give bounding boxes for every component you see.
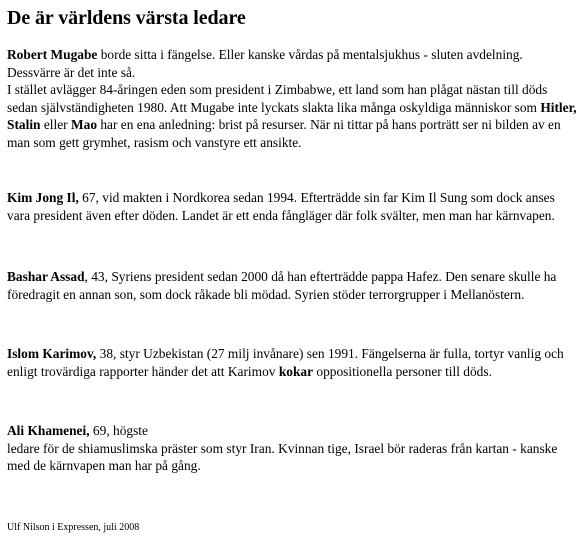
khamenei-text-2: ledare för de shiamuslimska präster som styr Iran. Kvinnan tige, Israel bör raderas från kartan - kanske med de kärnvapen man har på gång. [7, 440, 558, 473]
name-karimov: Islom Karimov, [7, 346, 97, 361]
kim-text: 67, vid makten i Nordkorea sedan 1994. Efterträdde sin far Kim Il Sung som dock anses vara president även efter döden. Landet är ett enda fångläger där folk svälter, men man har kärnvapen. [7, 190, 555, 223]
name-khamenei: Ali Khamenei, [7, 423, 90, 438]
article-credit: Ulf Nilson i Expressen, juli 2008 [7, 522, 140, 533]
word-kokar: kokar [278, 363, 314, 379]
article [7, 6, 579, 533]
paragraph-kim-jong-il [7, 189, 579, 224]
article-title: De är världens värsta ledare [7, 7, 246, 29]
paragraph-khamenei [7, 422, 579, 475]
mugabe-text-2: I stället avlägger 84-åringen eden som president i Zimbabwe, ett land som han plågat nästan till döds sedan självständigheten 1980. Att Mugabe inte lyckats slakta lika många oskyldiga människor som [7, 82, 548, 115]
paragraph-karimov [7, 345, 579, 380]
paragraph-mugabe [7, 46, 579, 151]
karimov-text-1: 38, styr Uzbekistan (27 milj invånare) sen 1991. Fängelserna är fulla, tortyr vanlig och enligt trovärdiga rapporter händer det att Karimov [7, 346, 564, 379]
karimov-text-2: oppositionella personer till döds. [313, 363, 492, 379]
paragraph-assad [7, 268, 579, 303]
name-kim-jong-il: Kim Jong Il, [7, 190, 79, 205]
name-hitler-stalin: Hitler, Stalin [7, 99, 577, 132]
mugabe-text-3: har en ena anledning: brist på resurser. När ni tittar på hans porträtt ser ni bilden av en man som gett grymhet, rasism och vanstyre ett ansikte. [7, 117, 561, 150]
name-assad: Bashar Assad [7, 269, 85, 284]
assad-text: , 43, Syriens president sedan 2000 då han efterträdde pappa Hafez. Den senare skulle ha föredragit en annan son, som dock råkade bli mödad. Syrien stöder terrorgrupper i Mellanöstern. [7, 269, 557, 302]
khamenei-text-1: 69, högste [89, 423, 148, 438]
mugabe-text-1: borde sitta i fängelse. Eller kanske vårdas på mentalsjukhus - sluten avdelning. Dessvärre är det inte så. [7, 47, 523, 80]
mugabe-or: eller [40, 117, 71, 132]
name-mao: Mao [70, 117, 98, 132]
name-mugabe: Robert Mugabe [7, 47, 98, 62]
